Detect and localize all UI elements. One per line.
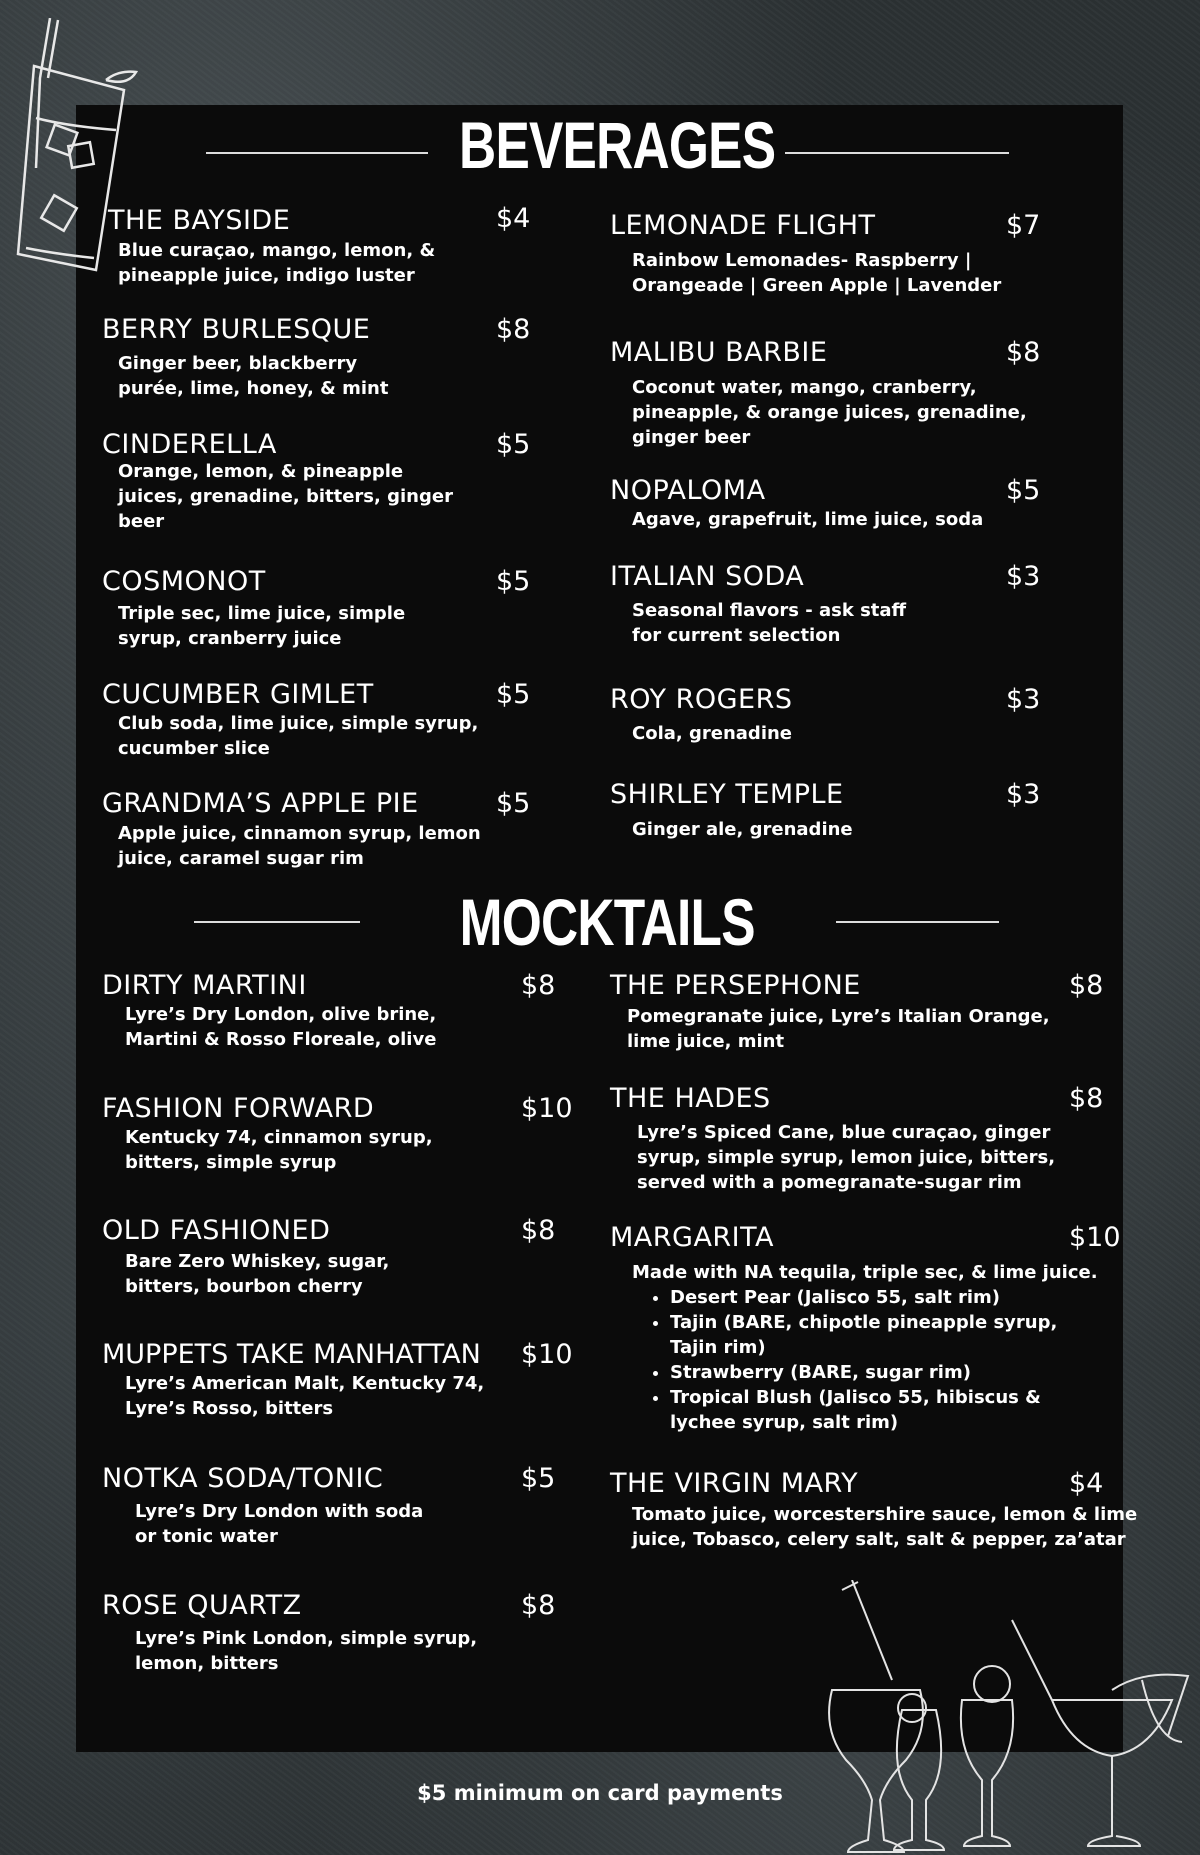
beverages-heading: BEVERAGES [459,108,776,182]
divider-line [785,152,1009,154]
desc-line: Cola, grenadine [632,723,793,744]
item-description [118,711,478,761]
item-price: $8 [1006,337,1041,368]
desc-line: Tomato juice, worcestershire sauce, lemon & lime [632,1504,1138,1525]
item-price: $5 [496,566,531,597]
desc-line: lime juice, mint [627,1031,785,1052]
item-name: ROY ROGERS [610,684,793,715]
item-description [632,1260,1098,1435]
item-description [118,601,405,651]
item-price: $8 [1069,1083,1104,1114]
divider-line [836,921,999,923]
desc-line: bitters, bourbon cherry [125,1276,363,1297]
item-name: MUPPETS TAKE MANHATTAN [102,1339,481,1370]
item-name: DIRTY MARTINI [102,970,307,1001]
item-name: MARGARITA [610,1222,775,1253]
desc-line: Ginger beer, blackberry [118,353,358,374]
desc-line: syrup, cranberry juice [118,628,342,649]
item-name: GRANDMA’S APPLE PIE [102,788,419,819]
item-description [135,1626,477,1676]
item-price: $10 [521,1093,573,1124]
list-item: • Tajin (BARE, chipotle pineapple syrup, Tajin rim) [670,1310,1098,1360]
item-description [118,351,388,401]
desc-line: for current selection [632,625,841,646]
desc-line: juices, grenadine, bitters, ginger [118,486,453,507]
item-price: $10 [1069,1222,1121,1253]
item-description [125,1002,436,1052]
desc-line: pineapple, & orange juices, grenadine, [632,402,1027,423]
item-description [135,1499,423,1549]
item-price: $8 [521,1215,556,1246]
desc-line: Club soda, lime juice, simple syrup, [118,713,479,734]
item-price: $8 [496,314,531,345]
cocktail-glasses-sketch-icon [812,1580,1200,1855]
item-name: CUCUMBER GIMLET [102,679,374,710]
item-description [632,507,983,532]
desc-line: Rainbow Lemonades- Raspberry | [632,250,972,271]
desc-line: Made with NA tequila, triple sec, & lime juice. [632,1262,1098,1283]
desc-line: ginger beer [632,427,751,448]
desc-line: lemon, bitters [135,1653,279,1674]
item-price: $4 [496,203,531,234]
list-item: • Desert Pear (Jalisco 55, salt rim) [670,1285,1098,1310]
item-description [125,1371,484,1421]
desc-line: Kentucky 74, cinnamon syrup, [125,1127,433,1148]
item-price: $5 [1006,475,1041,506]
item-name: ITALIAN SODA [610,561,805,592]
item-price: $5 [521,1463,556,1494]
item-price: $7 [1006,210,1041,241]
mocktails-heading: MOCKTAILS [459,885,755,959]
item-description [632,598,906,648]
item-description [118,821,481,871]
item-name: BERRY BURLESQUE [102,314,371,345]
item-name: THE HADES [610,1083,771,1114]
desc-line: Ginger ale, grenadine [632,819,853,840]
desc-line: Blue curaçao, mango, lemon, & [118,240,436,261]
desc-line: Lyre’s Spiced Cane, blue curaçao, ginger [637,1122,1051,1143]
desc-line: Pomegranate juice, Lyre’s Italian Orange, [627,1006,1050,1027]
item-description [632,817,853,842]
item-name: THE PERSEPHONE [610,970,861,1001]
desc-line: Orange, lemon, & pineapple [118,461,404,482]
desc-line: juice, Tobasco, celery salt, salt & pepper, za’atar [632,1529,1126,1550]
list-item: • Tropical Blush (Jalisco 55, hibiscus & lychee syrup, salt rim) [670,1385,1098,1435]
desc-line: Seasonal flavors - ask staff [632,600,907,621]
item-description [632,248,1001,298]
item-description [632,375,1027,450]
desc-line: bitters, simple syrup [125,1152,337,1173]
item-description [125,1125,433,1175]
item-price: $4 [1069,1468,1104,1499]
item-description [118,459,453,534]
item-description [632,721,792,746]
item-price: $8 [521,970,556,1001]
desc-line: cucumber slice [118,738,270,759]
item-price: $5 [496,788,531,819]
desc-line: Coconut water, mango, cranberry, [632,377,977,398]
desc-line: Lyre’s Dry London with soda [135,1501,424,1522]
desc-line: Orangeade | Green Apple | Lavender [632,275,1002,296]
desc-line: syrup, simple syrup, lemon juice, bitters, [637,1147,1056,1168]
item-price: $3 [1006,779,1041,810]
desc-line: Martini & Rosso Floreale, olive [125,1029,437,1050]
desc-line: Lyre’s Dry London, olive brine, [125,1004,437,1025]
card-payment-note: $5 minimum on card payments [417,1781,783,1805]
divider-line [206,152,428,154]
desc-line: beer [118,511,165,532]
desc-line: Bare Zero Whiskey, sugar, [125,1251,390,1272]
item-name: COSMONOT [102,566,266,597]
item-name: NOPALOMA [610,475,766,506]
item-name: LEMONADE FLIGHT [610,210,876,241]
margarita-options-list [632,1285,1098,1435]
item-price: $5 [496,679,531,710]
item-description [118,238,435,288]
item-price: $3 [1006,561,1041,592]
item-description [627,1004,1050,1054]
item-name: SHIRLEY TEMPLE [610,779,844,810]
desc-line: Lyre’s Pink London, simple syrup, [135,1628,478,1649]
divider-line [194,921,360,923]
item-name: FASHION FORWARD [102,1093,375,1124]
item-name: OLD FASHIONED [102,1215,331,1246]
item-price: $8 [521,1590,556,1621]
desc-line: Agave, grapefruit, lime juice, soda [632,509,984,530]
item-description [125,1249,389,1299]
item-name: CINDERELLA [102,429,277,460]
desc-line: Apple juice, cinnamon syrup, lemon [118,823,481,844]
item-price: $8 [1069,970,1104,1001]
item-name: MALIBU BARBIE [610,337,828,368]
item-description [637,1120,1055,1195]
desc-line: served with a pomegranate-sugar rim [637,1172,1022,1193]
item-name: THE VIRGIN MARY [610,1468,859,1499]
desc-line: or tonic water [135,1526,278,1547]
item-description [632,1502,1137,1552]
item-price: $5 [496,429,531,460]
desc-line: Triple sec, lime juice, simple [118,603,406,624]
item-name: NOTKA SODA/TONIC [102,1463,384,1494]
item-price: $3 [1006,684,1041,715]
item-name: ROSE QUARTZ [102,1590,302,1621]
desc-line: Lyre’s Rosso, bitters [125,1398,334,1419]
item-price: $10 [521,1339,573,1370]
desc-line: purée, lime, honey, & mint [118,378,389,399]
list-item: • Strawberry (BARE, sugar rim) [670,1360,1098,1385]
desc-line: juice, caramel sugar rim [118,848,364,869]
desc-line: Lyre’s American Malt, Kentucky 74, [125,1373,485,1394]
item-name: THE BAYSIDE [108,205,291,236]
desc-line: pineapple juice, indigo luster [118,265,415,286]
